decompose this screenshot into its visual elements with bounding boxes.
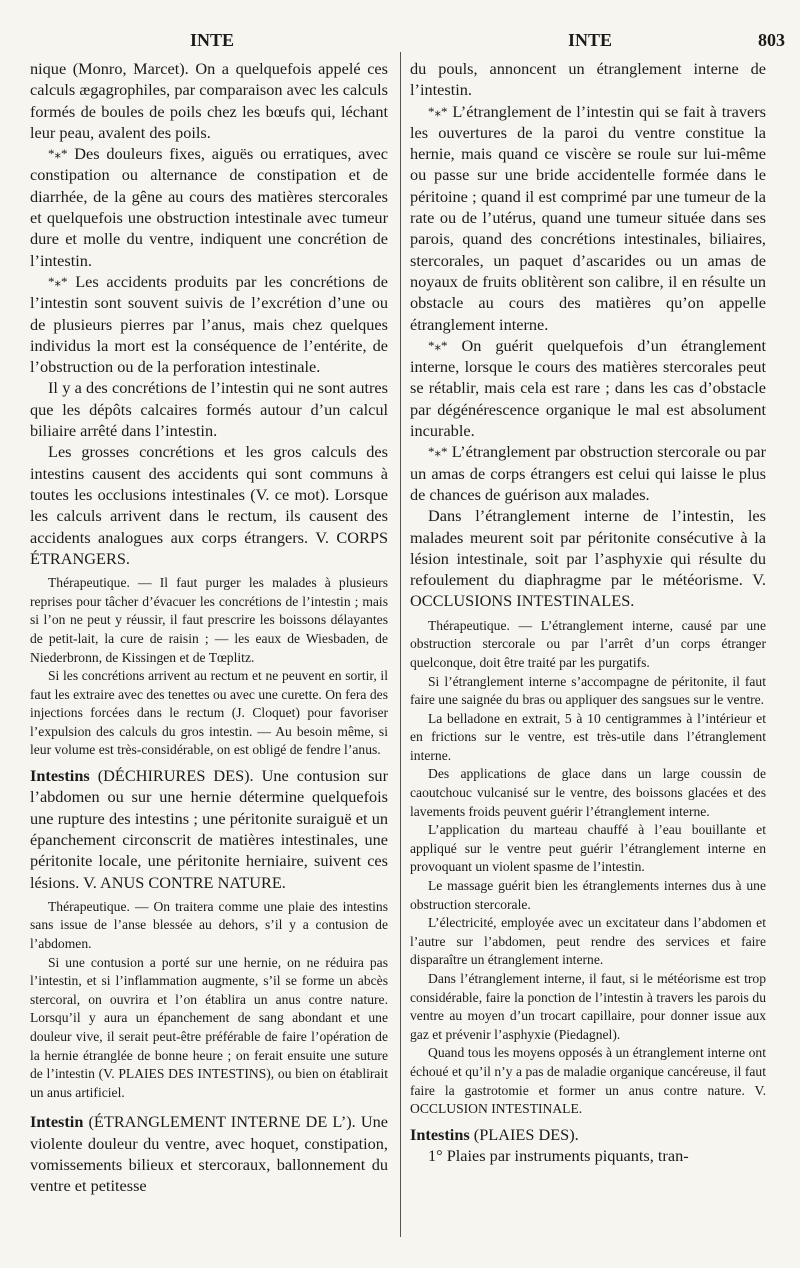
asterism: *⁎* [428, 337, 448, 353]
asterism: *⁎* [48, 146, 68, 162]
entry: Intestins (DÉCHIRURES DES). Une contusion sur l’abdomen ou sur une hernie détermine quelquefois une rupture des intestins ; une péritonite suraiguë et un épanchement circonscrit de matières intestinales, une péritonite locale, une péritonite herniaire, suivent ces lésions. V. ANUS CONTRE NATURE. [30, 766, 388, 892]
entry: Intestins (PLAIES DES). [410, 1124, 579, 1144]
paragraph: nique (Monro, Marcet). On a quelquefois appelé ces calculs ægagrophiles, par comparaison avec les calculs formés de boules de poils chez les bœufs qui, léchant leur peau, avalent des poils. [30, 59, 388, 142]
therapy-paragraph: Si l’étranglement interne s’accompagne de péritonite, il faut faire une saignée du bras ou appliquer des sangsues sur le ventre. [410, 673, 766, 708]
paragraph: Dans l’étranglement interne de l’intestin, les malades meurent soit par péritonite consécutive à la lésion intestinale, soit par l’asphyxie qui résulte du refoulement du diaphragme par le météorisme. V. OCCLUSIONS INTESTINALES. [410, 506, 766, 611]
therapy-paragraph: Thérapeutique. — On traitera comme une plaie des intestins sans issue de l’anse blessée au dehors, s’il y a contusion de l’abdomen. [30, 898, 388, 952]
therapy-paragraph: Dans l’étranglement interne, il faut, si le météorisme est trop considérable, faire la ponction de l’intestin à travers les parois du ventre au moyen d’un trocart capillaire, pour donner issue aux gaz et prévenir l’asphyxie (Piedagnel). [410, 971, 766, 1042]
paragraph: *⁎* Des douleurs fixes, aiguës ou erratiques, avec constipation ou alternance de constipation et de diarrhée, de la gêne au cours des matières stercorales et quelquefois une obstruction intestinale avec tumeur dure et molle du ventre, indiquent une concrétion de l’intestin. [30, 144, 388, 270]
therapy-paragraph: Thérapeutique. — L’étranglement interne, causé par une obstruction stercorale ou par l’arrêt d’un corps étranger quelconque, doit être traité par les purgatifs. [410, 617, 766, 670]
header-right-word: INTE [568, 30, 613, 50]
paragraph: *⁎* L’étranglement par obstruction stercorale ou par un amas de corps étrangers est celui qui laisse le plus de chances de guérison aux malades. [410, 442, 766, 504]
therapy-paragraph: Quand tous les moyens opposés à un étranglement interne ont échoué et qu’il n’y a pas de maladie organique cancéreuse, il faut faire la gastrotomie et former un anus contre nature. V. OCCLUSION INTESTINALE. [410, 1045, 766, 1117]
entry-headword: Intestin [30, 1112, 84, 1132]
paragraph: Il y a des concrétions de l’intestin qui ne sont autres que les dépôts calcaires formés autour d’un calcul biliaire arrêté dans l’intestin. [30, 378, 388, 441]
therapy-paragraph: Si une contusion a porté sur une hernie, on ne réduira pas l’intestin, et si l’inflammation augmente, s’il se forme un abcès stercoral, on ouvrira et l’on établira un anus contre nature. Lorsqu’il y aura un épanchement de sang abondant et une douleur vive, il serait peut-être préférable de faire l’opération de la hernie étranglée de bonne heure ; on ferait ensuite une suture de l’intestin (V. PLAIES DES INTESTINS), ou bien on établirait un anus artificiel. [30, 954, 388, 1100]
entry: Intestin (ÉTRANGLEMENT INTERNE DE L’). Une violente douleur du ventre, avec hoquet, constipation, vomissements bilieux et stercoraux, ballonnement du ventre et petitesse [30, 1112, 388, 1196]
asterism: *⁎* [428, 444, 448, 460]
paragraph: *⁎* Les accidents produits par les concrétions de l’intestin sont souvent suivis de l’excrétion d’une ou de plusieurs pierres par l’anus, mais chez quelques individus la mort est la conséquence de l’entérite, de l’obstruction ou de la perforation intestinale. [30, 271, 388, 377]
therapy-paragraph: Le massage guérit bien les étranglements internes dus à une obstruction stercorale. [410, 878, 766, 912]
header-left-word: INTE [190, 30, 235, 50]
paragraph: *⁎* On guérit quelquefois d’un étranglement interne, lorsque le cours des matières stercorales peut se rétablir, mais cela est rare ; dans les cas d’obstacle par dégénérescence organique le mal est absolument incurable. [410, 335, 766, 441]
entry-headword: Intestins [410, 1124, 470, 1144]
right-column [410, 58, 766, 1166]
page-number: 803 [758, 30, 785, 50]
asterism: *⁎* [428, 103, 448, 119]
therapy-paragraph: La belladone en extrait, 5 à 10 centigrammes à l’intérieur et en frictions sur le ventre, est très-utile dans l’étranglement interne. [410, 710, 766, 763]
paragraph: *⁎* L’étranglement de l’intestin qui se fait à travers les ouvertures de la paroi du ventre constitue la hernie, mais quand ce viscère se roule sur lui-même ou passe sur une bride accidentelle formée dans le péritoine ; quand il est comprimé par une tumeur de la rate ou de l’utérus, quand une tumeur située dans ses parois, quand des concrétions intestinales, biliaires, stercorales, un paquet d’ascarides ou un amas de noyaux de fruits oblitèrent son calibre, il en résulte un obstacle au cours des matières qu’on appelle étranglement interne. [410, 101, 766, 334]
paragraph: du pouls, annoncent un étranglement interne de l’intestin. [410, 59, 766, 100]
therapy-paragraph: Thérapeutique. — Il faut purger les malades à plusieurs reprises pour tâcher d’évacuer les concrétions de l’intestin ; mais si l’on ne peut y réussir, il faut prescrire les boissons délayantes de petit-lait, la cure de raisin ; — les eaux de Wiesbaden, de Niederbronn, de Kissingen et de Tœplitz. [30, 575, 388, 665]
therapy-paragraph: Si les concrétions arrivent au rectum et ne peuvent en sortir, il faut les extraire avec des tenettes ou avec une curette. On fera des injections forcées dans le rectum (J. Cloquet) pour favoriser l’expulsion des calculs du gros intestin. — Au besoin même, si leur volume est très-considérable, on est obligé de fendre l’anus. [30, 668, 388, 758]
paragraph: Les grosses concrétions et les gros calculs des intestins causent des accidents qui sont communs à toutes les occlusions intestinales (V. ce mot). Lorsque les calculs arrivent dans le rectum, ils causent des accidents analogues aux corps étrangers. V. CORPS ÉTRANGERS. [30, 442, 388, 568]
column-divider [400, 52, 401, 1237]
left-column [30, 58, 388, 1197]
therapy-paragraph: L’électricité, employée avec un excitateur dans l’abdomen et l’autre sur l’abdomen, peut rendre des services et faire disparaître un étranglement interne. [410, 915, 766, 968]
therapy-paragraph: L’application du marteau chauffé à l’eau bouillante et appliqué sur le ventre peut guérir l’étranglement interne en provoquant un violent spasme de l’intestin. [410, 822, 766, 875]
paragraph: 1° Plaies par instruments piquants, tran- [428, 1146, 689, 1166]
asterism: *⁎* [48, 273, 68, 289]
entry-headword: Intestins [30, 766, 90, 786]
therapy-paragraph: Des applications de glace dans un large coussin de caoutchouc vulcanisé sur le ventre, des boissons glacées et des lavements froids peuvent guérir l’étranglement interne. [410, 766, 766, 819]
